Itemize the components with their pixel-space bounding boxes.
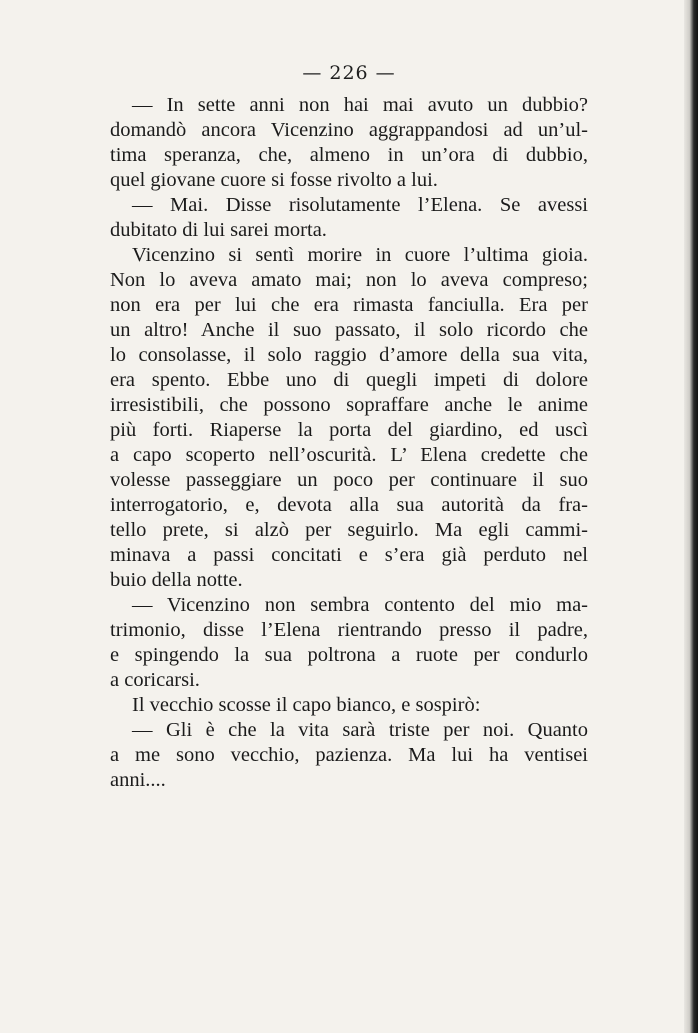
text-line: Il vecchio scosse il capo bianco, e sospirò: [132, 694, 481, 716]
text-line: tima speranza, che, almeno in un’ora di dubbio, [110, 144, 588, 166]
body-text [110, 93, 588, 793]
text-line: e spingendo la sua poltrona a ruote per condurlo [110, 644, 588, 666]
page-edge-shadow [684, 0, 698, 1033]
text-line: volesse passeggiare un poco per continuare il suo [110, 469, 588, 491]
text-line: lo consolasse, il solo raggio d’amore della sua vita, [110, 344, 588, 366]
text-line: irresistibili, che possono sopraffare anche le anime [110, 394, 588, 416]
text-line: a capo scoperto nell’oscurità. L’ Elena credette che [110, 444, 588, 466]
text-line: domandò ancora Vicenzino aggrappandosi ad un’ul- [110, 119, 588, 141]
text-line: quel giovane cuore si fosse rivolto a lui. [110, 169, 438, 191]
page-number: — 226 — [302, 62, 396, 84]
text-line: interrogatorio, e, devota alla sua autorità da fra- [110, 494, 588, 516]
text-line: era spento. Ebbe uno di quegli impeti di dolore [110, 369, 588, 391]
text-line: — Gli è che la vita sarà triste per noi. Quanto [132, 719, 588, 741]
text-line: a me sono vecchio, pazienza. Ma lui ha ventisei [110, 744, 588, 766]
text-line: Vicenzino si sentì morire in cuore l’ultima gioia. [132, 244, 588, 266]
text-line: — Vicenzino non sembra contento del mio ma- [132, 594, 588, 616]
text-line: Non lo aveva amato mai; non lo aveva compreso; [110, 269, 588, 291]
text-line: trimonio, disse l’Elena rientrando presso il padre, [110, 619, 588, 641]
text-line: dubitato di lui sarei morta. [110, 219, 327, 241]
text-line: minava a passi concitati e s’era già perduto nel [110, 544, 588, 566]
text-line: — Mai. Disse risolutamente l’Elena. Se avessi [132, 194, 588, 216]
text-line: più forti. Riaperse la porta del giardino, ed uscì [110, 419, 588, 441]
text-line: buio della notte. [110, 569, 243, 591]
text-line: — In sette anni non hai mai avuto un dubbio? [132, 94, 588, 116]
text-line: a coricarsi. [110, 669, 200, 691]
text-line: un altro! Anche il suo passato, il solo ricordo che [110, 319, 588, 341]
text-line: tello prete, si alzò per seguirlo. Ma egli cammi- [110, 519, 588, 541]
text-line: anni.... [110, 769, 166, 791]
text-line: non era per lui che era rimasta fanciulla. Era per [110, 294, 588, 316]
